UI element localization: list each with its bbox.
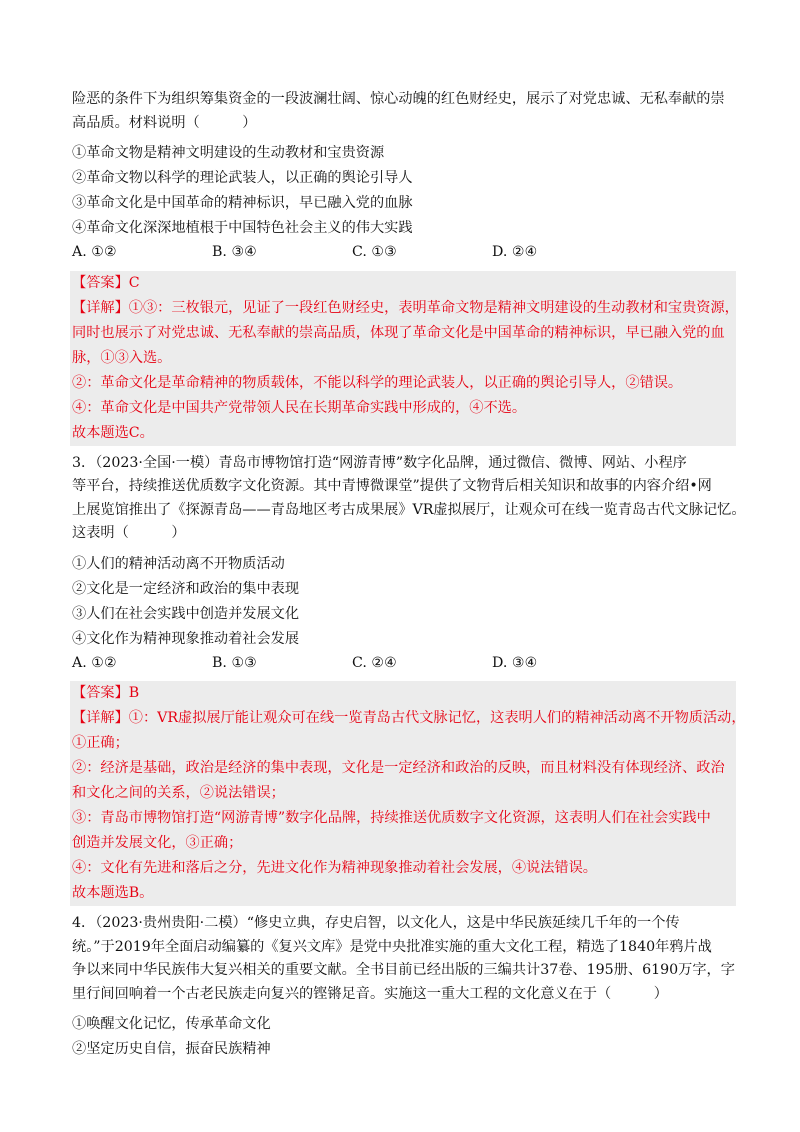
option-d: D. ③④ bbox=[492, 654, 538, 671]
explanation-line: 【详解】①：VR虚拟展厅能让观众可在线一览青岛古代文脉记忆，这表明人们的精神活动离不开物质活动， bbox=[72, 710, 746, 726]
conclusion: 故本题选C。 bbox=[72, 424, 154, 441]
question-text: 4．（2023·贵州贵阳·二模）“修史立典，存史启智，以文化人，这是中华民族延续几千年的一个传 bbox=[72, 915, 680, 931]
option-b: B. ①③ bbox=[212, 654, 257, 671]
statement-item: ④革命文化深深地植根于中国特色社会主义的伟大实践 bbox=[72, 220, 413, 236]
explanation-line: ②：革命文化是革命精神的物质载体，不能以科学的理论武装人，以正确的舆论引导人，②错误。 bbox=[72, 374, 683, 391]
answer-options bbox=[72, 241, 732, 265]
option-a: A. ①② bbox=[72, 654, 117, 671]
explanation-line: ②：经济是基础，政治是经济的集中表现，文化是一定经济和政治的反映，而且材料没有体现经济、政治 bbox=[72, 760, 725, 776]
statement-item: ①人们的精神活动离不开物质活动 bbox=[72, 555, 285, 572]
explanation-line: ④：革命文化是中国共产党带领人民在长期革命实践中形成的，④不选。 bbox=[72, 399, 527, 416]
statement-item: ③革命文化是中国革命的精神标识，早已融入党的血脉 bbox=[72, 195, 413, 211]
answer-label: 【答案】B bbox=[72, 685, 140, 701]
question-text: 3．（2023·全国·一模）青岛市博物馆打造“网游青博”数字化品牌，通过微信、微博、网站、小程序 bbox=[72, 454, 687, 471]
statement-item: ③人们在社会实践中创造并发展文化 bbox=[72, 605, 300, 622]
explanation-line: 【详解】①③：三枚银元，见证了一段红色财经史，表明革命文物是精神文明建设的生动教材和宝贵资源， bbox=[72, 299, 739, 316]
statement-item: ②文化是一定经济和政治的集中表现 bbox=[72, 580, 300, 597]
option-b: B. ③④ bbox=[212, 244, 257, 260]
option-c: C. ①③ bbox=[352, 244, 397, 260]
explanation-line: ④：文化有先进和落后之分，先进文化作为精神现象推动着社会发展，④说法错误。 bbox=[72, 860, 597, 876]
document-page bbox=[72, 88, 746, 1062]
question-text: 上展览馆推出了《探源青岛——青岛地区考古成果展》VR虚拟展厅，让观众可在线一览青岛古代文脉记忆。 bbox=[72, 501, 746, 518]
question-text: 险恶的条件下为组织筹集资金的一段波澜壮阔、惊心动魄的红色财经史，展示了对党忠诚、无私奉献的崇 bbox=[72, 91, 725, 107]
conclusion: 故本题选B。 bbox=[72, 885, 154, 901]
option-c: C. ②④ bbox=[352, 654, 397, 671]
explanation-line: ③：青岛市博物馆打造“网游青博”数字化品牌，持续推送优质数字文化资源，这表明人们在社会实践中 bbox=[72, 810, 711, 826]
question-text: 高品质。材料说明（ ） bbox=[72, 114, 257, 131]
explanation-line: 脉，①③入选。 bbox=[72, 349, 172, 366]
option-a: A. ①② bbox=[72, 244, 117, 260]
answer-label: 【答案】C bbox=[72, 274, 140, 291]
statement-item: ①革命文物是精神文明建设的生动教材和宝贵资源 bbox=[72, 145, 385, 161]
question-text: 这表明（ ） bbox=[72, 525, 186, 541]
question-text: 争以来同中华民族伟大复兴相关的重要文献。全书目前已经出版的三编共计37卷、195册、6190万字，字 bbox=[72, 962, 735, 978]
option-d: D. ②④ bbox=[492, 244, 538, 260]
question-text: 里行间回响着一个古老民族走向复兴的铿锵足音。实施这一重大工程的文化意义在于（ ） bbox=[72, 985, 668, 1002]
question-text: 等平台，持续推送优质数字文化资源。其中青博微课堂”提供了文物背后相关知识和故事的内容介绍•网 bbox=[72, 478, 712, 494]
statement-item: ②坚定历史自信，振奋民族精神 bbox=[72, 1041, 271, 1057]
explanation-line: 创造并发展文化，③正确； bbox=[72, 835, 243, 851]
explanation-line: 和文化之间的关系，②说法错误； bbox=[72, 785, 285, 801]
statement-item: ④文化作为精神现象推动着社会发展 bbox=[72, 630, 300, 647]
answer-block bbox=[70, 681, 746, 906]
question-text: 统。”于2019年全面启动编纂的《复兴文库》是党中央批准实施的重大文化工程，精选了1840年鸦片战 bbox=[72, 938, 712, 955]
answer-block bbox=[70, 271, 739, 446]
explanation-line: ①正确； bbox=[72, 735, 129, 751]
explanation-line: 同时也展示了对党忠诚、无私奉献的崇高品质，体现了革命文化是中国革命的精神标识，早已融入党的血 bbox=[72, 324, 725, 341]
statement-item: ①唤醒文化记忆，传承革命文化 bbox=[72, 1016, 271, 1032]
answer-options bbox=[72, 652, 732, 676]
statement-item: ②革命文物以科学的理论武装人，以正确的舆论引导人 bbox=[72, 170, 413, 186]
